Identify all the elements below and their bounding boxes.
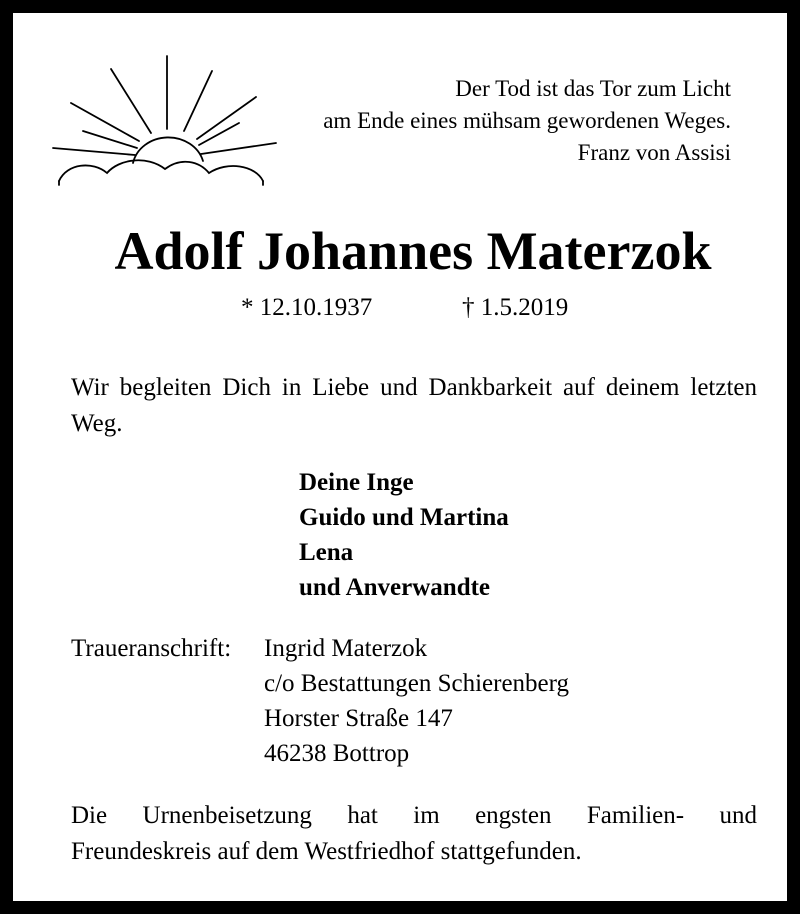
address-line: c/o Bestattungen Schierenberg bbox=[264, 670, 570, 697]
birth-date: * 12.10.1937 bbox=[241, 294, 373, 321]
address-line: Ingrid Materzok bbox=[264, 635, 428, 662]
mourner: Guido und Martina bbox=[299, 504, 509, 531]
address-line: 46238 Bottrop bbox=[264, 740, 410, 767]
sunrise-icon bbox=[49, 51, 289, 201]
address-label: Traueranschrift: bbox=[71, 635, 232, 662]
mourner: und Anverwandte bbox=[299, 574, 491, 601]
deceased-name: Adolf Johannes Materzok bbox=[114, 221, 712, 281]
closing-line: Die Urnenbeisetzung hat im engsten Familien- und bbox=[71, 802, 757, 829]
death-date: † 1.5.2019 bbox=[462, 294, 569, 321]
closing-text bbox=[71, 798, 757, 870]
closing-line: Freundeskreis auf dem Westfriedhof stattgefunden. bbox=[71, 838, 582, 865]
address-line: Horster Straße 147 bbox=[264, 705, 453, 732]
quote-line: am Ende eines mühsam gewordenen Weges. bbox=[323, 108, 731, 133]
mourner: Lena bbox=[299, 539, 354, 566]
farewell-text: Wir begleiten Dich in Liebe und Dankbarkeit auf deinem letzten Weg. bbox=[71, 374, 757, 437]
quote-author: Franz von Assisi bbox=[577, 140, 731, 165]
mourner: Deine Inge bbox=[299, 469, 414, 496]
address-block bbox=[264, 631, 569, 771]
mourners-list bbox=[299, 465, 509, 605]
quote-line: Der Tod ist das Tor zum Licht bbox=[455, 76, 731, 101]
quote bbox=[323, 73, 731, 169]
